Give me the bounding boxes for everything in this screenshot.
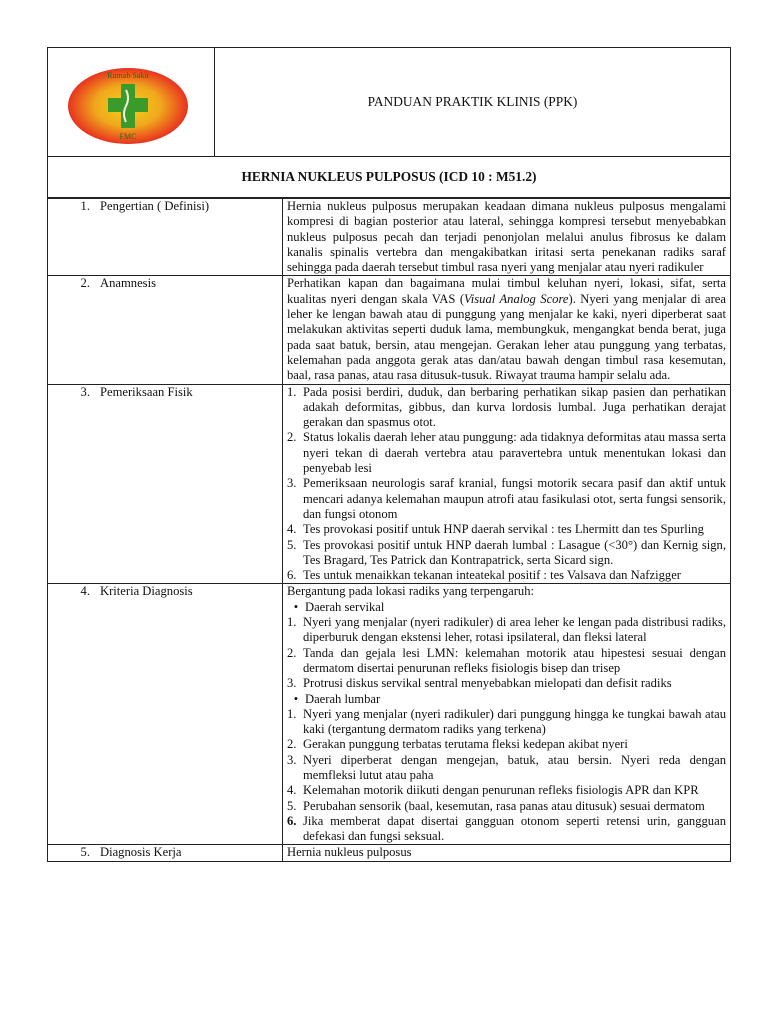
section-label: Diagnosis Kerja bbox=[100, 845, 182, 860]
list-item: 2. Tanda dan gejala lesi LMN: kelemahan motorik atau hipestesi sesuai dengan dermatom disertai penurunan refleks fisiologis bisep dan trisep bbox=[287, 645, 726, 675]
anamnesis-text-a: Perhatikan kapan dan bagaimana mulai timbul keluhan nyeri, lokasi, sifat, serta kualitas nyeri dengan skala VAS ( bbox=[287, 276, 726, 306]
document-title: PANDUAN PRAKTIK KLINIS (PPK) bbox=[367, 94, 578, 109]
list-item: 1. Nyeri yang menjalar (nyeri radikuler) dari punggung hingga ke tungkai bawah atau kaki (tergantung dermatom radiks yang terkena) bbox=[287, 706, 726, 737]
section-content: Hernia nukleus pulposus merupakan keadaan dimana nukleus pulposus mengalami kompresi di bagian posterior atau lateral, sehingga kompresi tersebut menyebabkan nukleus pulposus pecah dan terjadi penonjolan melalui anulus fibrosus ke dalam kanalis spinalis vertebra dan mengakibatkan iritasi serta penekanan radiks saraf sehingga pada daerah tersebut timbul rasa nyeri yang menjalar atau nyeri radikuler bbox=[283, 199, 731, 276]
bullet-icon: • bbox=[293, 691, 299, 706]
list-item: 6. Tes untuk menaikkan tekanan inteatekal positif : tes Valsava dan Nafzigger bbox=[287, 568, 681, 583]
cervical-criteria-list bbox=[287, 615, 726, 691]
anamnesis-text-italic: Visual Analog Score bbox=[464, 291, 569, 306]
section-number: 1. bbox=[80, 199, 90, 213]
document-header bbox=[47, 47, 731, 157]
ppk-table bbox=[47, 198, 731, 862]
section-number: 5. bbox=[80, 845, 90, 860]
section-label-cell bbox=[48, 384, 283, 584]
section-label-cell bbox=[48, 584, 283, 845]
lumbar-criteria-list bbox=[287, 707, 726, 845]
document-subject: HERNIA NUKLEUS PULPOSUS (ICD 10 : M51.2) bbox=[47, 157, 731, 198]
logo-cell bbox=[48, 48, 215, 156]
section-number: 4. bbox=[80, 584, 90, 599]
table-row bbox=[48, 845, 731, 861]
table-row bbox=[48, 384, 731, 584]
section-content bbox=[283, 584, 731, 845]
section-number: 2. bbox=[80, 276, 90, 291]
section-label-cell bbox=[48, 276, 283, 384]
section-content: Hernia nukleus pulposus bbox=[283, 845, 731, 861]
physical-exam-list bbox=[287, 385, 726, 584]
section-number: 3. bbox=[80, 384, 90, 399]
bullet-icon: • bbox=[293, 599, 299, 614]
list-item: 2. Status lokalis daerah leher atau punggung: ada tidaknya deformitas atau massa serta nyeri tekan di daerah vertebra atau paravertebra untuk menentukan lokasi dan penyebab lesi bbox=[287, 430, 726, 476]
anamnesis-text-b: ). Nyeri yang menjalar di area leher ke lengan bawah atau di punggung yang menjalar ke kaki, nyeri diperberat saat melakukan aktivitas seperti duduk lama, membungkuk, mengangkat benda berat, juga pada saat batuk, bersin, atau mengejan. Gerakan leher atau punggung yang terbatas, kelemahan pada anggota gerak atas dan/atau bawah dengan timbul rasa kesemutan, baal, rasa panas, atau rasa ditusuk-tusuk. Riwayat trauma hampir selalu ada. bbox=[287, 291, 726, 383]
list-item: 2. Gerakan punggung terbatas terutama fleksi kedepan akibat nyeri bbox=[287, 737, 628, 752]
table-row bbox=[48, 276, 731, 384]
list-item: 5. Perubahan sensorik (baal, kesemutan, rasa panas atau ditusuk) sesuai dermatom bbox=[287, 798, 705, 813]
list-item: 1. Nyeri yang menjalar (nyeri radikuler) di area leher ke lengan pada distribusi radiks, diperburuk dengan ekstensi leher, rotasi ipsilateral, dan fleksi lateral bbox=[287, 615, 726, 645]
list-item: 6. Jika memberat dapat disertai gangguan otonom seperti retensi urin, gangguan defekasi dan fungsi seksual. bbox=[287, 813, 726, 844]
section-label-cell bbox=[48, 199, 283, 276]
table-row bbox=[48, 199, 731, 276]
section-label: Anamnesis bbox=[100, 276, 156, 291]
list-item: 5. Tes provokasi positif untuk HNP daerah lumbal : Lasague (<30°) dan Kernig sign, Tes Bragard, Tes Patrick dan Kontrapatrick, serta Sicard sign. bbox=[287, 537, 726, 567]
section-label: Pemeriksaan Fisik bbox=[100, 384, 193, 399]
list-item: 4. Kelemahan motorik diikuti dengan penurunan refleks fisiologis APR dan KPR bbox=[287, 783, 699, 798]
list-item: 3. Pemeriksaan neurologis saraf kranial, fungsi motorik secara pasif dan aktif untuk mencari adanya kelemahan maupun atrofi atau fasikulasi otot, serta fungsi sensorik, dan fungsi otonom bbox=[287, 476, 726, 521]
section-label: Kriteria Diagnosis bbox=[100, 584, 193, 599]
criteria-intro: Bergantung pada lokasi radiks yang terpengaruh: bbox=[287, 584, 535, 599]
hospital-logo bbox=[66, 66, 190, 146]
table-row bbox=[48, 584, 731, 845]
bullet-item: • Daerah servikal bbox=[287, 600, 726, 615]
logo-text-top: Rumah Sakit bbox=[107, 71, 149, 80]
list-item: 1. Pada posisi berdiri, duduk, dan berbaring perhatikan sikap pasien dan perhatikan adakah deformitas, gibbus, dan kurva lordosis lumbal. Juga perhatikan derajat gerakan dan spasmus otot. bbox=[287, 384, 726, 430]
bullet-item: • Daerah lumbar bbox=[287, 692, 726, 707]
logo-text-bottom: FMC bbox=[119, 132, 137, 141]
list-item: 3. Protrusi diskus servikal sentral menyebabkan mielopati dan defisit radiks bbox=[287, 676, 672, 691]
ppk-page bbox=[47, 47, 731, 862]
list-item: 3. Nyeri diperberat dengan mengejan, batuk, atau bersin. Nyeri reda dengan memfleksi lutut atau paha bbox=[287, 752, 726, 782]
section-content bbox=[283, 384, 731, 584]
section-label: Pengertian ( Definisi) bbox=[100, 199, 210, 213]
list-item: 4. Tes provokasi positif untuk HNP daerah servikal : tes Lhermitt dan tes Spurling bbox=[287, 522, 704, 537]
section-content bbox=[283, 276, 731, 384]
section-label-cell bbox=[48, 845, 283, 861]
